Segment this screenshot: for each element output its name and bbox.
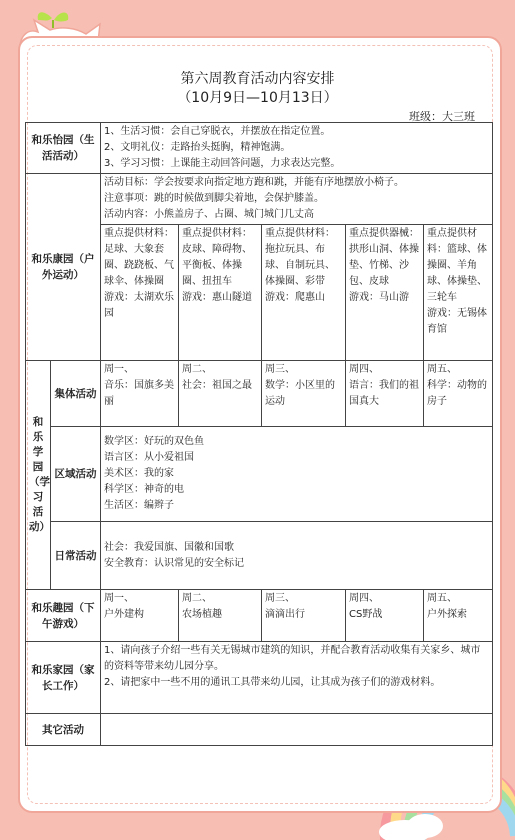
row-learning-group <box>26 361 493 427</box>
outdoor-line: 注意事项：跳的时候做到脚尖着地，会保护膝盖。 <box>104 193 324 204</box>
row-life <box>26 123 493 174</box>
fun-day-2: 周二、 农场植趣 <box>179 590 262 642</box>
fun-day-5: 周五、 户外探索 <box>424 590 493 642</box>
family-line: 1、请向孩子介绍一些有关无锡城市建筑的知识，并配合教育活动收集有关家乡、城市的资料等带来幼儿园分享。 <box>104 645 481 672</box>
area-line: 美术区：我的家 <box>104 468 174 479</box>
group-day-3: 周三、 数学：小区里的运动 <box>262 361 346 427</box>
outdoor-day-4: 重点提供器械：拱形山洞、体操垫、竹梯、沙包、皮球 游戏：马山游 <box>346 225 424 361</box>
row-outdoor <box>26 174 493 225</box>
row-learning-area <box>26 427 493 522</box>
life-line: 2、文明礼仪：走路抬头挺胸，精神饱满。 <box>104 142 291 153</box>
other-content <box>101 714 493 746</box>
subtitle-text: （10月9日—10月13日） <box>177 90 338 106</box>
other-header: 其它活动 <box>26 714 101 746</box>
schedule-table <box>25 122 493 746</box>
daily-activity-label: 日常活动 <box>51 522 101 590</box>
daily-line: 社会：我爱国旗、国徽和国歌 <box>104 541 234 553</box>
group-day-5: 周五、 科学：动物的房子 <box>424 361 493 427</box>
class-label: 班级：大三班 <box>409 110 475 123</box>
outdoor-goals <box>101 174 493 225</box>
area-line: 生活区：编辫子 <box>104 500 174 511</box>
page-title <box>0 70 515 108</box>
row-family <box>26 642 493 714</box>
life-content <box>101 123 493 174</box>
fun-header: 和乐趣园（下午游戏） <box>26 590 101 642</box>
family-content <box>101 642 493 714</box>
outdoor-header: 和乐康园（户外运动） <box>26 174 101 361</box>
group-day-2: 周二、 社会：祖国之最 <box>179 361 262 427</box>
row-learning-daily <box>26 522 493 590</box>
life-line: 3、学习习惯：上课能主动回答问题，力求表达完整。 <box>104 158 341 169</box>
family-line: 2、请把家中一些不用的通讯工具带来幼儿园，让其成为孩子们的游戏材料。 <box>104 677 441 688</box>
life-header: 和乐怡园（生活活动） <box>26 123 101 174</box>
daily-line: 安全教育：认识常见的安全标记 <box>104 557 244 569</box>
fun-day-1: 周一、 户外建构 <box>101 590 179 642</box>
area-line: 数学区：好玩的双色鱼 <box>104 436 204 447</box>
life-line: 1、生活习惯：会自己穿脱衣，并摆放在指定位置。 <box>104 126 331 137</box>
family-header: 和乐家园（家长工作） <box>26 642 101 714</box>
group-day-4: 周四、 语言：我们的祖国真大 <box>346 361 424 427</box>
area-line: 科学区：神奇的电 <box>104 484 184 495</box>
group-activity-label: 集体活动 <box>51 361 101 427</box>
outdoor-day-2: 重点提供材料：皮球、障碍物、平衡板、体操圈、扭扭车 游戏：惠山隧道 <box>179 225 262 361</box>
daily-content <box>101 522 493 590</box>
row-other <box>26 714 493 746</box>
area-line: 语言区：从小爱祖国 <box>104 452 194 463</box>
learning-header: 和乐学园（学习活动） <box>26 361 51 590</box>
fun-day-4: 周四、 CS野战 <box>346 590 424 642</box>
group-day-1: 周一、 音乐：国旗多美丽 <box>101 361 179 427</box>
area-activity-label: 区域活动 <box>51 427 101 522</box>
outdoor-day-1: 重点提供材料：足球、大象套圈、跷跷板、气球伞、体操圈 游戏：太湖欢乐园 <box>101 225 179 361</box>
outdoor-line: 活动目标：学会按要求向指定地方跑和跳，并能有序地摆放小椅子。 <box>104 177 404 188</box>
outdoor-day-5: 重点提供材料：篮球、体操圈、羊角球、体操垫、三轮车 游戏：无锡体育馆 <box>424 225 493 361</box>
outdoor-day-3: 重点提供材料：拖拉玩具、布球、自制玩具、体操圈、彩带 游戏：爬惠山 <box>262 225 346 361</box>
fun-day-3: 周三、 滴滴出行 <box>262 590 346 642</box>
area-content <box>101 427 493 522</box>
outdoor-line: 活动内容：小熊盖房子、占圈、城门城门几丈高 <box>104 209 314 220</box>
title-text: 第六周教育活动内容安排 <box>180 71 335 87</box>
row-fun <box>26 590 493 642</box>
